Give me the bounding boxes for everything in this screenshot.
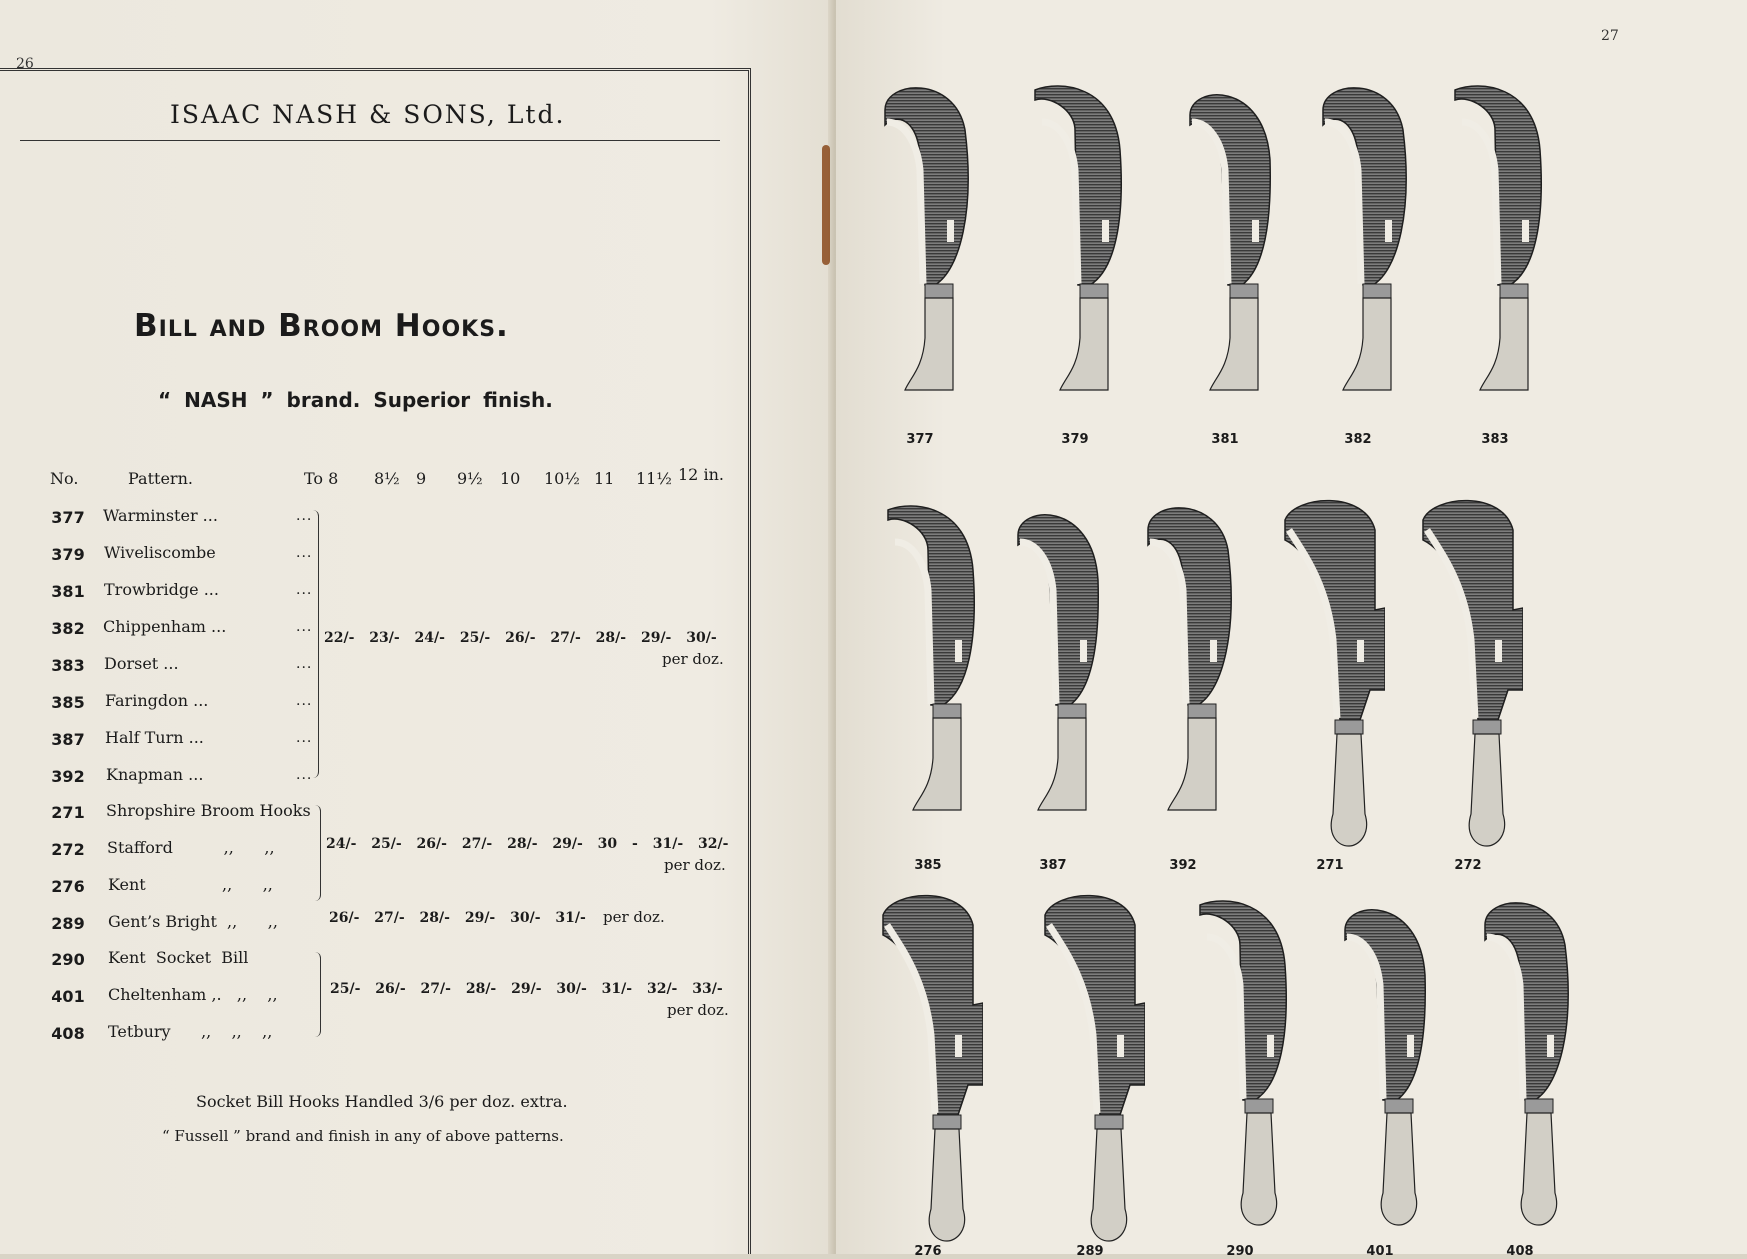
- blade-edge: [1462, 122, 1498, 284]
- ferrule: [1080, 284, 1108, 298]
- blade-edge: [1042, 122, 1078, 284]
- blade: [1148, 508, 1231, 705]
- row-number: 276: [51, 877, 85, 896]
- row-pattern: Knapman ...: [106, 765, 204, 784]
- ferrule: [1245, 1099, 1273, 1113]
- row-pattern: Wiveliscombe: [104, 543, 216, 562]
- page-subtitle: “ NASH ” brand. Superior finish.: [158, 388, 553, 412]
- hook-illustration-272: [1413, 490, 1523, 850]
- row-pattern: Dorset ...: [104, 654, 179, 673]
- handle: [1168, 718, 1216, 810]
- row-pattern: Cheltenham ,. ,, ,,: [108, 985, 278, 1004]
- row-dots: ...: [296, 582, 313, 598]
- blade-edge: [1020, 542, 1056, 704]
- row-number: 382: [51, 619, 85, 638]
- blade-mark: [955, 1035, 962, 1057]
- row-pattern: Half Turn ...: [105, 728, 204, 747]
- hook-label: 401: [1366, 1244, 1394, 1259]
- hook-label: 382: [1344, 432, 1372, 447]
- row-dots: ...: [296, 767, 313, 783]
- hook-illustration-381: [1170, 70, 1280, 430]
- handle: [1060, 298, 1108, 390]
- ferrule: [933, 1115, 961, 1129]
- hook-label: 381: [1211, 432, 1239, 447]
- handle: [1521, 1113, 1556, 1225]
- blade-mark: [1080, 640, 1087, 662]
- hook-label: 377: [906, 432, 934, 447]
- hook-illustration-289: [1035, 885, 1145, 1245]
- row-number: 401: [51, 987, 85, 1006]
- blade-mark: [1547, 1035, 1554, 1057]
- row-number: 387: [51, 730, 85, 749]
- ferrule: [1385, 1099, 1413, 1113]
- blade-edge: [895, 542, 931, 704]
- row-dots: ...: [296, 508, 313, 524]
- blade-mark: [947, 220, 954, 242]
- price-group-1: 22/- 23/- 24/- 25/- 26/- 27/- 28/- 29/- 30/-: [324, 630, 717, 646]
- header-no: No.: [50, 469, 79, 488]
- row-number: 408: [51, 1024, 85, 1043]
- page-number-right: 27: [1601, 28, 1619, 44]
- ferrule: [925, 284, 953, 298]
- hook-label: 383: [1481, 432, 1509, 447]
- row-number: 377: [51, 508, 85, 527]
- ferrule: [933, 704, 961, 718]
- blade-mark: [1267, 1035, 1274, 1057]
- header-pattern: Pattern.: [128, 469, 193, 488]
- handle: [929, 1129, 964, 1241]
- blade-mark: [1522, 220, 1529, 242]
- price-group-3: 26/- 27/- 28/- 29/- 30/- 31/-: [329, 910, 586, 926]
- row-number: 289: [51, 914, 85, 933]
- row-pattern: Chippenham ...: [103, 617, 227, 636]
- blade-edge: [1325, 122, 1361, 284]
- price-unit-1: per doz.: [662, 650, 724, 668]
- page-number-left: 26: [16, 56, 34, 72]
- blade-mark: [1117, 1035, 1124, 1057]
- handle: [1210, 298, 1258, 390]
- row-pattern: Trowbridge ...: [104, 580, 219, 599]
- handle: [913, 718, 961, 810]
- price-unit-2: per doz.: [664, 856, 726, 874]
- header-size-6: 10½: [544, 469, 580, 488]
- hook-illustration-382: [1303, 70, 1413, 430]
- blade-edge: [1487, 937, 1523, 1099]
- header-size-3: 9: [416, 469, 427, 488]
- blade-mark: [1102, 220, 1109, 242]
- blade-edge: [1207, 937, 1243, 1099]
- row-number: 290: [51, 950, 85, 969]
- blade-mark: [955, 640, 962, 662]
- handle: [905, 298, 953, 390]
- header-rule: [20, 140, 720, 141]
- price-group-2: 24/- 25/- 26/- 27/- 28/- 29/- 30 - 31/- 32/-: [326, 836, 729, 852]
- row-number: 272: [51, 840, 85, 859]
- hook-illustration-392: [1128, 490, 1238, 850]
- row-pattern: Stafford ,, ,,: [107, 838, 275, 857]
- row-dots: ...: [296, 730, 313, 746]
- blade: [1323, 88, 1406, 285]
- hook-illustration-276: [873, 885, 983, 1245]
- page-title: Bill and Broom Hooks.: [134, 308, 509, 344]
- price-group-4: 25/- 26/- 27/- 28/- 29/- 30/- 31/- 32/- 33/-: [330, 981, 723, 997]
- blade-mark: [1495, 640, 1502, 662]
- header-size-9: 12 in.: [678, 465, 724, 484]
- price-unit-4: per doz.: [667, 1001, 729, 1019]
- row-number: 385: [51, 693, 85, 712]
- hook-label: 385: [914, 858, 942, 873]
- hook-label: 392: [1169, 858, 1197, 873]
- handle: [1469, 734, 1504, 846]
- blade-edge: [887, 122, 923, 284]
- blade-mark: [1210, 640, 1217, 662]
- row-pattern: Gent’s Bright ,, ,,: [108, 912, 278, 931]
- row-dots: ...: [296, 545, 313, 561]
- blade-mark: [1385, 220, 1392, 242]
- handle: [1241, 1113, 1276, 1225]
- header-size-7: 11: [594, 469, 615, 488]
- ferrule: [1473, 720, 1501, 734]
- row-number: 392: [51, 767, 85, 786]
- hook-illustration-401: [1325, 885, 1435, 1245]
- handle: [1331, 734, 1366, 846]
- blade-mark: [1407, 1035, 1414, 1057]
- row-number: 381: [51, 582, 85, 601]
- group-brace: [312, 510, 319, 778]
- row-dots: ...: [296, 693, 313, 709]
- header-size-1: To 8: [304, 469, 339, 488]
- ferrule: [1230, 284, 1258, 298]
- blade-edge: [1150, 542, 1186, 704]
- row-pattern: Kent Socket Bill: [108, 948, 249, 967]
- hook-illustration-383: [1440, 70, 1550, 430]
- blade-mark: [1252, 220, 1259, 242]
- handle: [1343, 298, 1391, 390]
- hook-label: 276: [914, 1244, 942, 1259]
- ferrule: [1525, 1099, 1553, 1113]
- ferrule: [1335, 720, 1363, 734]
- left-page: [0, 0, 836, 1254]
- ferrule: [1095, 1115, 1123, 1129]
- header-size-4: 9½: [457, 469, 483, 488]
- note-socket: Socket Bill Hooks Handled 3/6 per doz. extra.: [196, 1092, 568, 1111]
- header-size-5: 10: [500, 469, 521, 488]
- staple-rust: [822, 145, 830, 265]
- row-number: 383: [51, 656, 85, 675]
- hook-label: 379: [1061, 432, 1089, 447]
- handle: [1091, 1129, 1126, 1241]
- note-fussell: “ Fussell ” brand and finish in any of above patterns.: [162, 1127, 564, 1145]
- group-brace: [314, 952, 321, 1037]
- hook-label: 289: [1076, 1244, 1104, 1259]
- row-dots: ...: [296, 656, 313, 672]
- group-brace: [314, 805, 321, 901]
- blade-mark: [1357, 640, 1364, 662]
- hook-label: 272: [1454, 858, 1482, 873]
- hook-label: 290: [1226, 1244, 1254, 1259]
- blade: [1485, 903, 1568, 1100]
- hook-illustration-408: [1465, 885, 1575, 1245]
- company-name: ISAAC NASH & SONS, Ltd.: [170, 100, 566, 129]
- handle: [1381, 1113, 1416, 1225]
- hook-illustration-290: [1185, 885, 1295, 1245]
- row-number: 379: [51, 545, 85, 564]
- hook-label: 408: [1506, 1244, 1534, 1259]
- hook-illustration-387: [998, 490, 1108, 850]
- hook-illustration-377: [865, 70, 975, 430]
- blade: [885, 88, 968, 285]
- header-size-2: 8½: [374, 469, 400, 488]
- hook-label: 271: [1316, 858, 1344, 873]
- row-pattern: Faringdon ...: [105, 691, 209, 710]
- hook-illustration-385: [873, 490, 983, 850]
- header-size-8: 11½: [636, 469, 672, 488]
- row-pattern: Tetbury ,, ,, ,,: [108, 1022, 273, 1041]
- handle: [1038, 718, 1086, 810]
- handle: [1480, 298, 1528, 390]
- price-unit-3: per doz.: [603, 908, 665, 926]
- row-pattern: Shropshire Broom Hooks: [106, 801, 311, 820]
- blade-edge: [1192, 122, 1228, 284]
- hook-label: 387: [1039, 858, 1067, 873]
- hook-illustration-271: [1275, 490, 1385, 850]
- blade-edge: [1347, 937, 1383, 1099]
- ferrule: [1363, 284, 1391, 298]
- ferrule: [1500, 284, 1528, 298]
- row-pattern: Kent ,, ,,: [108, 875, 273, 894]
- ferrule: [1058, 704, 1086, 718]
- ferrule: [1188, 704, 1216, 718]
- hook-illustration-379: [1020, 70, 1130, 430]
- row-number: 271: [51, 803, 85, 822]
- row-dots: ...: [296, 619, 313, 635]
- row-pattern: Warminster ...: [103, 506, 218, 525]
